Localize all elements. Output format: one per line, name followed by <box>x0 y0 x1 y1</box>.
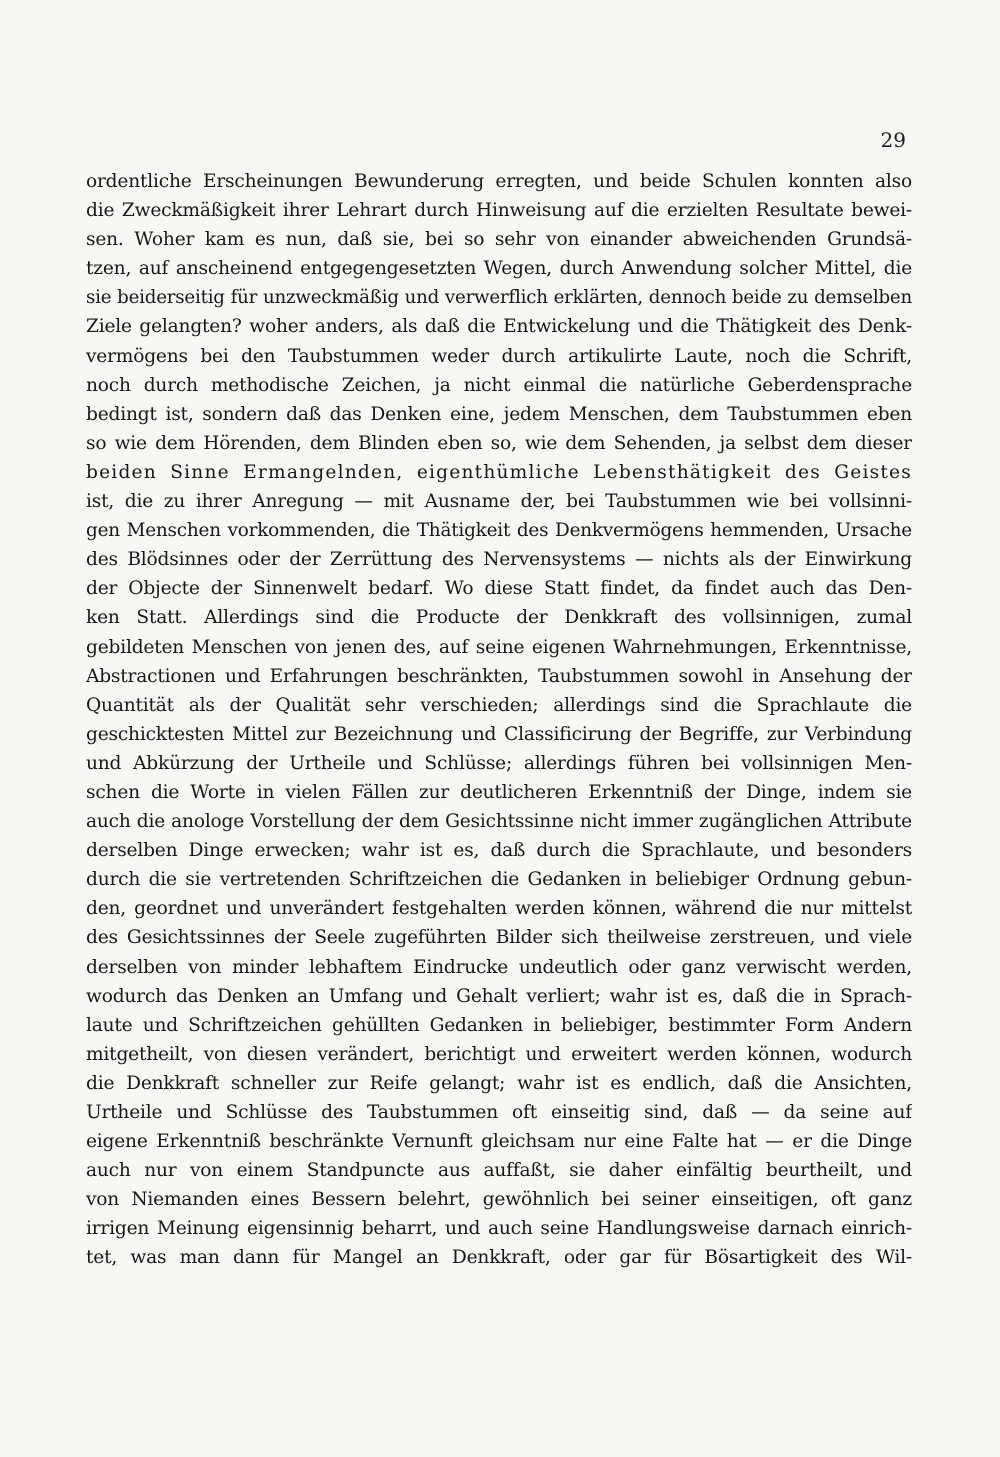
text-line: mitgetheilt, von diesen verändert, berichtigt und erweitert werden können, wodurch <box>86 1043 912 1065</box>
text-line: sie beiderseitig für unzweckmäßig und verwerflich erklärten, dennoch beide zu demselben <box>86 287 912 309</box>
text-line: Abstractionen und Erfahrungen beschränkten, Taubstummen sowohl in Ansehung der <box>86 665 912 687</box>
text-line: auch nur von einem Standpuncte aus auffaßt, sie daher einfältig beurtheilt, und <box>86 1160 912 1182</box>
text-line: bedingt ist, sondern daß das Denken eine, jedem Menschen, dem Taubstummen eben <box>86 403 912 425</box>
text-line: geschicktesten Mittel zur Bezeichnung und Classificirung der Begriffe, zur Verbindung <box>86 723 912 745</box>
text-line: irrigen Meinung eigensinnig beharrt, und auch seine Handlungsweise darnach einrich- <box>86 1218 912 1240</box>
text-line: des Blödsinnes oder der Zerrüttung des Nervensystems — nichts als der Einwirkung <box>86 549 912 571</box>
text-line: die Denkkraft schneller zur Reife gelangt; wahr ist es endlich, daß die Ansichten, <box>86 1072 912 1094</box>
page-number: 29 <box>880 128 906 152</box>
text-line: noch durch methodische Zeichen, ja nicht einmal die natürliche Geberdensprache <box>86 374 912 396</box>
text-line: tet, was man dann für Mangel an Denkkraft, oder gar für Bösartigkeit des Wil- <box>86 1247 912 1269</box>
text-line: von Niemanden eines Bessern belehrt, gewöhnlich bei seiner einseitigen, oft ganz <box>86 1189 912 1211</box>
text-line: Ziele gelangten? woher anders, als daß die Entwickelung und die Thätigkeit des Denk- <box>86 316 912 338</box>
text-line: die Zweckmäßigkeit ihrer Lehrart durch Hinweisung auf die erzielten Resultate bewei- <box>86 200 912 222</box>
text-line: gen Menschen vorkommenden, die Thätigkeit des Denkvermögens hemmenden, Ursache <box>86 520 912 542</box>
text-line: Quantität als der Qualität sehr verschieden; allerdings sind die Sprachlaute die <box>86 694 912 716</box>
text-line: ist, die zu ihrer Anregung — mit Ausname der, bei Taubstummen wie bei vollsinni- <box>86 491 912 513</box>
text-line: vermögens bei den Taubstummen weder durch artikulirte Laute, noch die Schrift, <box>86 345 912 367</box>
text-line: des Gesichtssinnes der Seele zugeführten Bilder sich theilweise zerstreuen, und viele <box>86 927 912 949</box>
text-line: auch die anologe Vorstellung der dem Gesichtssinne nicht immer zugänglichen Attribute <box>86 811 912 833</box>
text-line: durch die sie vertretenden Schriftzeichen die Gedanken in beliebiger Ordnung gebun- <box>86 869 912 891</box>
body-text <box>86 167 912 1273</box>
text-line: derselben von minder lebhaftem Eindrucke undeutlich oder ganz verwischt werden, <box>86 956 912 978</box>
text-line: gebildeten Menschen von jenen des, auf seine eigenen Wahrnehmungen, Erkenntnisse, <box>86 636 912 658</box>
text-line: eigene Erkenntniß beschränkte Vernunft gleichsam nur eine Falte hat — er die Dinge <box>86 1131 912 1153</box>
text-line: beiden Sinne Ermangelnden, eigenthümliche Lebensthätigkeit des Geistes <box>86 461 912 483</box>
text-line: ordentliche Erscheinungen Bewunderung erregten, und beide Schulen konnten also <box>86 171 912 192</box>
text-line: ken Statt. Allerdings sind die Producte der Denkkraft des vollsinnigen, zumal <box>86 607 912 629</box>
text-line: laute und Schriftzeichen gehüllten Gedanken in beliebiger, bestimmter Form Andern <box>86 1014 912 1036</box>
text-line: so wie dem Hörenden, dem Blinden eben so, wie dem Sehenden, ja selbst dem dieser <box>86 432 912 454</box>
text-line: tzen, auf anscheinend entgegengesetzten Wegen, durch Anwendung solcher Mittel, die <box>86 258 912 280</box>
text-line: schen die Worte in vielen Fällen zur deutlicheren Erkenntniß der Dinge, indem sie <box>86 781 912 803</box>
text-line: Urtheile und Schlüsse des Taubstummen oft einseitig sind, daß — da seine auf <box>86 1102 912 1123</box>
text-line: und Abkürzung der Urtheile und Schlüsse; allerdings führen bei vollsinnigen Men- <box>86 752 912 774</box>
text-line: derselben Dinge erwecken; wahr ist es, daß durch die Sprachlaute, und besonders <box>86 840 912 862</box>
text-line: den, geordnet und unverändert festgehalten werden können, während die nur mittelst <box>86 898 912 920</box>
text-line: sen. Woher kam es nun, daß sie, bei so sehr von einander abweichenden Grundsä- <box>86 229 912 251</box>
text-line: der Objecte der Sinnenwelt bedarf. Wo diese Statt findet, da findet auch das Den- <box>86 578 912 600</box>
text-line: wodurch das Denken an Umfang und Gehalt verliert; wahr ist es, daß die in Sprach- <box>86 985 912 1007</box>
